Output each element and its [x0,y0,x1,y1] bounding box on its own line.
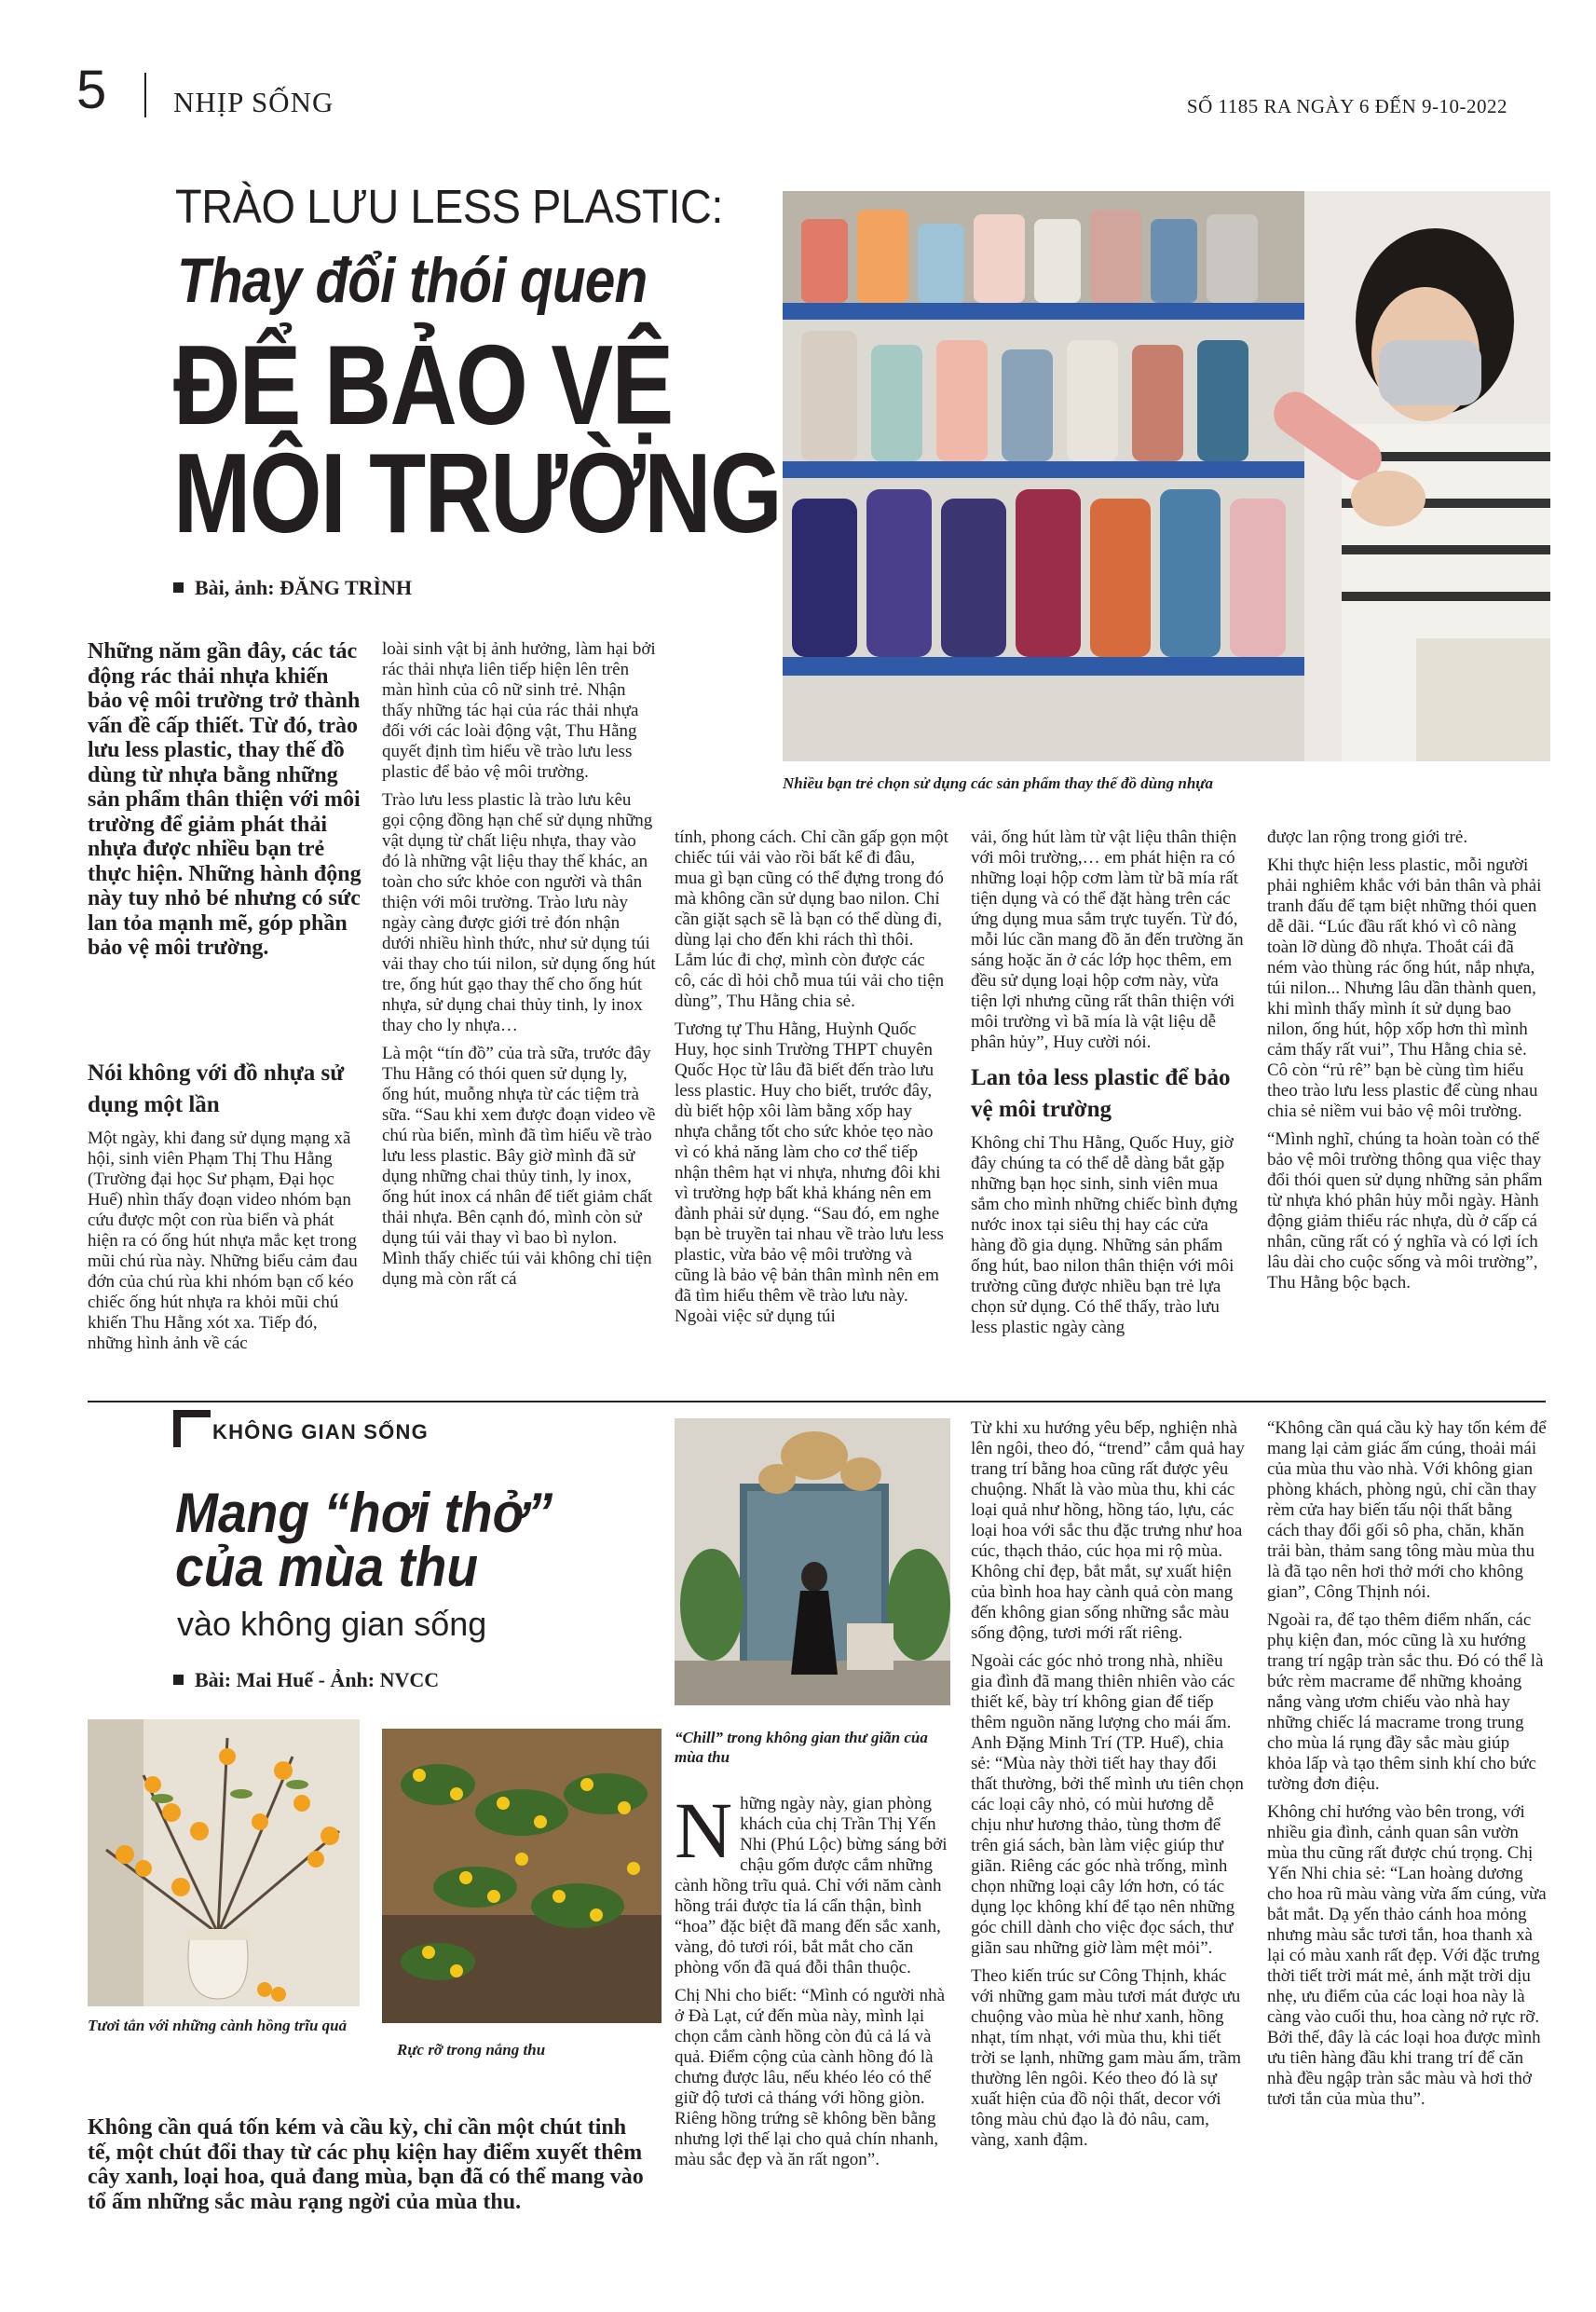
article-headline [173,321,782,556]
persimmon-illustration [88,1719,360,2006]
section-label: KHÔNG GIAN SỐNG [212,1420,429,1443]
caption-chill: “Chill” trong không gian thư giãn của mùa thu [675,1729,928,1766]
bullet-square-icon [173,582,184,593]
caption-persimmon: Tươi tắn với những cành hồng trĩu quả [88,2017,348,2034]
paragraph: tính, phong cách. Chỉ cần gấp gọn một chiếc túi vải vào rồi bất kể đi đâu, mua gì bạn cũng có thể đựng trong đó mà không cần sử dụng bao nilon. Chỉ cần giặt sạch sẽ là bạn có thể dùng đi, dùng lại cho đến khi rách thì thôi. Lắm lúc đi chợ, mình còn được các cô, các dì hỏi chỗ mua túi vải cho tiện dùng”, Thu Hằng chia sẻ. [675,828,948,1011]
article2-column-3 [1267,1418,1547,2117]
room-illustration [675,1418,950,1705]
article-kicker: TRÀO LƯU LESS PLASTIC: [175,180,723,233]
column-2 [382,639,656,1297]
byline-text: Bài, ảnh: ĐĂNG TRÌNH [195,576,413,599]
subheading-no-plastic: Nói không với đồ nhựa sử dụng một lần [88,1060,345,1117]
headline-line-1: ĐỂ BẢO VỆ [173,321,673,448]
article-byline [173,576,412,600]
paragraph: Ngoài các góc nhỏ trong nhà, nhiều gia đình đã mang thiên nhiên vào các thiết kế, bày trí không gian để tiếp thêm nguồn năng lượng cho mái ấm. Anh Đặng Minh Trí (TP. Huế), chia sẻ: “Mùa này thời tiết hay thay đổi thất thường, bởi thế mình ưu tiên chọn các loại cây nhỏ, có mùi hương dễ chịu như hương thảo, tùng thơm để trên giá sách, bàn làm việc giúp thư giãn. Riêng các góc nhà trống, mình chọn những loại cây lớn hơn, có tác dụng lọc không khí để tạo nên những góc chill dành cho việc đọc sách, thư giãn sau những giờ làm mệt mỏi”. [971,1651,1244,1958]
paragraph: Ngoài ra, để tạo thêm điểm nhấn, các phụ kiện đan, móc cũng là xu hướng trang trí ngập tràn sắc thu. Đó có thể là bức rèm macrame để những khoảng nắng vàng ươm chiếu vào nhà hay những chiếc lá macrame trong trung cho mùa lá rụng đầy sắc màu giúp khỏa lấp và tạo thêm sinh khí cho bức tường đơn điệu. [1267,1610,1544,1794]
paragraph: “Mình nghĩ, chúng ta hoàn toàn có thể bảo vệ môi trường thông qua việc thay đổi thói quen sử dụng những sản phẩm từ nhựa khó phân hủy mỗi ngày. Hành động giảm thiểu rác nhựa, dù ở cấp cá nhân, cũng rất có ý nghĩa và có lợi ích lâu dài cho cuộc sống và môi trường”, Thu Hằng bộc bạch. [1267,1129,1543,1293]
section-title: NHỊP SỐNG [173,86,334,118]
column-1 [88,1048,361,1361]
paragraph-text: hững ngày này, gian phòng khách của chị Trần Thị Yến Nhi (Phú Lộc) bừng sáng bởi chậu gốm được cắm những cành hồng trĩu quả. Chỉ với năm cành hồng trái được tỉa lá cẩn thận, bình “hoa” đặc biệt đã mang đến sắc xanh, vàng, đỏ tươi rói, bắt mắt cho căn phòng vốn đã quá đỗi thân thuộc. [675,1794,948,1977]
subheading-spread: Lan tỏa less plastic để bảo vệ môi trường [971,1065,1231,1122]
paragraph: Một ngày, khi đang sử dụng mạng xã hội, sinh viên Phạm Thị Thu Hằng (Trường đại học Sư phạm, Đại học Huế) nhìn thấy đoạn video nhóm bạn cứu được một con rùa biển và phát hiện ra có ống hút nhựa mắc kẹt trong mũi chú rùa này. Những biểu cảm đau đớn của chú rùa khi nhóm bạn cố kéo chiếc ống hút nhựa ra khỏi mũi chú khiến Thu Hằng xót xa. Tiếp đó, những hình ảnh về các [88,1129,358,1353]
paragraph: được lan rộng trong giới trẻ. [1267,828,1468,847]
paragraph: vải, ống hút làm từ vật liệu thân thiện với môi trường,… em phát hiện ra có những loại hộp cơm làm từ bã mía rất tiện dụng và có thể đặt hàng trên các ứng dụng mua sắm trực tuyến. Từ đó, mỗi lúc cần mang đồ ăn đến trường ăn sáng hoặc ăn ở các lớp học thêm, em đều sử dụng loại hộp cơm này, vừa tiện lợi nhưng cũng rất thân thiện với môi trường vì bã mía là vật liệu dễ phân hủy”, Huy cười nói. [971,828,1244,1052]
flowers-illustration [382,1729,662,2023]
paragraph: Chị Nhi cho biết: “Mình có người nhà ở Đà Lạt, cứ đến mùa này, mình lại chọn cắm cành hồng còn đủ cả lá và quả. Điểm cộng của cành hồng đó là chưng được lâu, nếu khéo léo có thể giữ độ tươi cả tháng với hồng giòn. Riêng hồng trứng sẽ không bền bằng nhưng lợi thế lại cho quả chín nhanh, màu sắc đẹp và ăn rất ngon”. [675,1986,946,2169]
paragraph: Trào lưu less plastic là trào lưu kêu gọi cộng đồng hạn chế sử dụng những vật dụng từ chất liệu nhựa, thay vào đó là những vật liệu thay thế khác, an toàn cho sức khỏe con người và thân thiện với môi trường. Trào lưu này ngày càng được giới trẻ đón nhận dưới nhiều hình thức, như sử dụng túi vải thay cho túi nilon, sử dụng ống hút tre, ống hút gạo thay thế cho ống hút nhựa, sử dụng chai thủy tinh, ly inox thay cho ly nhựa… [382,790,656,1035]
paragraph: Không chỉ hướng vào bên trong, với nhiều gia đình, cảnh quan sân vườn mùa thu cũng rất được chú trọng. Chị Yến Nhi chia sẻ: “Lan hoàng dương cho hoa rũ màu vàng vừa ấm cúng, vừa bắt mắt. Dạ yến thảo cánh hoa mỏng nhưng màu sắc tươi tắn, hoa thanh xà lại có màu xanh rất đẹp. Với đặc trưng thời tiết trời mát mẻ, ánh mặt trời dịu nhẹ, ưu điểm của các loại hoa này là càng vào cuối thu, hoa càng nở rực rỡ. Bởi thế, đây là các loại hoa được mình ưu tiên hàng đầu khi trang trí để căn nhà đều ngập tràn sắc màu và hơi thở tươi tắn của mùa thu”. [1267,1802,1547,2109]
photo-yellow-flowers [382,1729,662,2023]
issue-info: SỐ 1185 RA NGÀY 6 ĐẾN 9-10-2022 [1186,95,1507,117]
article2-column-2 [971,1418,1247,2158]
article-photo-shopping [783,191,1550,761]
paragraph: Tương tự Thu Hằng, Huỳnh Quốc Huy, học sinh Trường THPT chuyên Quốc Học từ lâu đã biết đến trào lưu less plastic. Huy cho biết, trước đây, dù biết hộp xôi làm bằng xốp hay nhựa chẳng tốt cho sức khỏe tẹo nào vì có khả năng làm cho cơ thể tiếp nhận thêm hạt vi nhựa, nhưng đôi khi vì trường hợp bất khả kháng nên em đành phải sử dụng. “Sau đó, em nghe bạn bè truyền tai nhau về trào lưu less plastic, vừa bảo vệ môi trường và cũng là bảo vệ bản thân mình nên em đã tìm hiểu thêm về trào lưu này. Ngoài việc sử dụng túi [675,1019,944,1326]
paragraph: Khi thực hiện less plastic, mỗi người phải nghiêm khắc với bản thân và phải tranh đấu để tạm biệt những thói quen dễ dãi. “Lúc đầu rất khó vì cô nàng toàn lỡ dùng đồ nhựa. Thoắt cái đã ném vào thùng rác ống hút, nắp nhựa, túi nilon... Nhưng lâu dần thành quen, khi mình thấy mình ít sử dụng bao nilon, ống hút, hộp xốp hơn thì mình cảm thấy rất vui”, Thu Hằng chia sẻ. Cô còn “rủ rê” bạn bè cùng tìm hiểu theo trào lưu less plastic để cùng nhau chia sẻ niềm vui bảo vệ môi trường. [1267,855,1542,1121]
header-divider [144,73,146,117]
article2-lead: Không cần quá tốn kém và cầu kỳ, chỉ cần một chút tinh tế, một chút đổi thay từ các phụ kiện hay điểm xuyết thêm cây xanh, loại hoa, quả đang mùa, bạn đã có thể mang vào tổ ấm những sắc màu rạng ngời của mùa thu. [88,2115,644,2214]
section-corner-mark [173,1410,211,1447]
article-lead: Những năm gần đây, các tác động rác thải nhựa khiến bảo vệ môi trường trở thành vấn đề cấp thiết. Từ đó, trào lưu less plastic, thay thế đồ dùng từ nhựa bằng những sản phẩm thân thiện với môi trường để giảm phát thải nhựa được nhiều bạn trẻ thực hiện. Những hành động này tuy nhỏ bé nhưng có sức lan tỏa mạnh mẽ, góp phần bảo vệ môi trường. [88,639,361,960]
article2-title [175,1482,553,1598]
title-line-1: Mang “hơi thở” [175,1482,553,1544]
article-subtitle: Thay đổi thói quen [177,245,648,316]
article2-title-line-3: vào không gian sống [177,1605,487,1643]
byline-text: Bài: Mai Huế - Ảnh: NVCC [195,1668,440,1691]
article2-byline [173,1668,439,1692]
section-divider [88,1401,1546,1402]
photo-chill-room [675,1418,950,1705]
paragraph: loài sinh vật bị ảnh hưởng, làm hại bởi rác thải nhựa liên tiếp hiện lên trên màn hình của cô nữ sinh trẻ. Nhận thấy những tác hại của rác thải nhựa đối với các loài động vật, Thu Hằng quyết định tìm hiểu về trào lưu less plastic để bảo vệ môi trường. [382,639,656,782]
paragraph: Là một “tín đồ” của trà sữa, trước đây Thu Hằng có thói quen sử dụng ly, ống hút, muỗng nhựa từ các tiệm trà sữa. “Sau khi xem được đoạn video về chú rùa biển, mình đã tìm hiểu về trào lưu less plastic. Bây giờ mình đã sử dụng những chai thủy tinh, ly inox, ống hút inox cá nhân để tiết giảm chất thải nhựa. Bên cạnh đó, mình còn sử dụng túi vải thay vì bao bì nylon. Mình thấy chiếc túi vải không chỉ tiện dụng mà còn rất cá [382,1044,656,1289]
paragraph: “Không cần quá cầu kỳ hay tốn kém để mang lại cảm giác ấm cúng, thoải mái của mùa thu vào nhà. Với không gian phòng khách, phòng ngủ, chỉ cần thay rèm cửa hay biến tấu nội thất bằng cách thay đổi gối sô pha, chăn, khăn trải bàn, thảm sang tông màu mùa thu là đã tạo nên hơi thở mới cho không gian”, Công Thịnh nói. [1267,1418,1547,1602]
article2-column-1 [675,1785,950,2178]
headline-line-2: MÔI TRƯỜNG [173,430,782,556]
bullet-square-icon [173,1675,184,1685]
title-line-2: của mùa thu [175,1536,479,1598]
drop-cap: N [675,1785,733,1875]
paragraph: Từ khi xu hướng yêu bếp, nghiện nhà lên ngôi, theo đó, “trend” cắm quả hay trang trí bằng hoa cũng rất được yêu chuộng. Nhất là vào mùa thu, khi các loại quả như hồng, hồng táo, lựu, các loại hoa với sắc thu đặc trưng như hoa cúc, thạch thảo, cúc họa mi rộ mùa. Không chỉ đẹp, bắt mắt, sự xuất hiện của bình hoa hay cành quả còn mang đến không gian sống những sắc màu sống động, tươi mới rất riêng. [971,1418,1245,1643]
photo-caption: Nhiều bạn trẻ chọn sử dụng các sản phẩm thay thế đồ dùng nhựa [783,774,1213,792]
page-number: 5 [76,60,107,120]
paragraph: Theo kiến trúc sư Công Thịnh, khác với những gam màu tươi mát được ưu chuộng vào mùa hè như xanh, hồng nhạt, tím nhạt, với mùa thu, khi tiết trời se lạnh, những gam màu ấm, trầm thường lên ngôi. Kéo theo đó là sự xuất hiện của đồ nội thất, decor với tông màu chủ đạo là đỏ nâu, cam, vàng, xanh đậm. [971,1966,1241,2150]
photo-illustration-bottles [783,191,1550,761]
column-5 [1267,828,1547,1301]
caption-flowers: Rực rỡ trong nắng thu [397,2041,546,2059]
column-3 [675,828,948,1334]
paragraph: Không chỉ Thu Hằng, Quốc Huy, giờ đây chúng ta có thể dễ dàng bắt gặp những bạn học sinh, sinh viên mua sắm cho mình những chiếc bình đựng nước inox tại siêu thị hay các cửa hàng đồ gia dụng. Những sản phẩm ống hút, bao nilon thân thiện với môi trường cũng được nhiều bạn trẻ lựa chọn sử dụng. Có thể thấy, trào lưu less plastic ngày càng [971,1133,1238,1337]
column-4 [971,828,1245,1346]
photo-persimmon-vase [88,1719,360,2006]
paragraph [675,1785,950,1978]
